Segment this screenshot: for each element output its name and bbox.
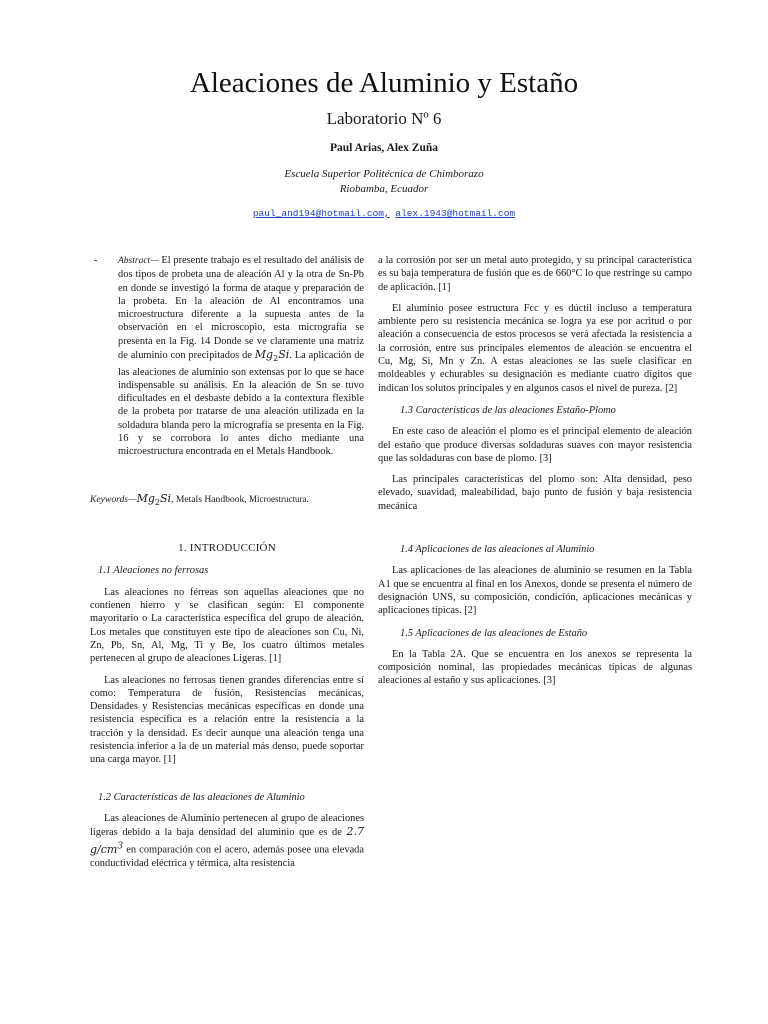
formula-tail: Si	[278, 348, 290, 362]
keywords-rest: , Metals Handbook,	[171, 493, 247, 505]
abstract	[90, 254, 364, 459]
paragraph-1-2-a	[90, 812, 364, 871]
paragraph-1-3-a: En este caso de aleación el plomo es el principal elemento de aleación del estaño que produce diversas soldaduras suaves con mayor resistencia que las soldaduras con base de plomo. [3]	[378, 426, 692, 464]
email-link-2[interactable]: alex.1943@hotmail.com	[395, 208, 516, 219]
subsection-heading-1-1: 1.1 Aleaciones no ferrosas	[98, 565, 209, 577]
authors: Paul Arias, Alex Zuña	[330, 142, 438, 154]
email-link-1[interactable]: paul_and194@hotmail.com,	[252, 208, 390, 219]
formula-base: Mg	[254, 348, 274, 362]
paragraph-1-3-b: Las principales características del plomo son: Alta densidad, peso elevado, suavidad, maleabilidad, bajo punto de fusión y baja resistencia mecánica	[378, 474, 692, 512]
abstract-label: Abstract—	[118, 256, 159, 266]
keywords-small: Microestructura.	[246, 493, 309, 504]
density-exponent: 3	[117, 840, 124, 852]
kw-formula-tail: Si	[159, 491, 172, 505]
emails	[0, 207, 768, 221]
affiliation	[0, 167, 768, 197]
paragraph-1-2-text-b: en comparación con el acero, además posee una elevada conductividad eléctrica y térmica, alta resistencia	[90, 845, 364, 870]
kw-formula-subscript: 2	[154, 497, 160, 507]
institution: Escuela Superior Politécnica de Chimborazo	[284, 168, 484, 180]
keywords-label: Keywords—	[90, 493, 137, 505]
paragraph-right-1: a la corrosión por ser un metal auto protegido, y su principal característica es su baja temperatura de fusión que es de 660°C lo que restringe su campo de aplicación. [1]	[378, 255, 692, 293]
section-heading-intro: 1. INTRODUCCIÓN	[178, 542, 276, 555]
abstract-bullet: -	[94, 255, 98, 266]
right-column	[378, 254, 692, 696]
paragraph-1-1-b: Las aleaciones no ferrosas tienen grandes diferencias entre sí como: Temperatura de fusión, Resistencias mecánicas, Densidades y Resistencias mecánicas específicas en donde una resistencia específica es a relación entre la resistencia a la tracción y la densidad. Es decir aunque una aleación tenga una resistencia inferior a la de un material más denso, puede soportar una carga mayor. [1]	[90, 674, 364, 766]
paragraph-1-1-a: Las aleaciones no férreas son aquellas aleaciones que no contienen hierro y se clasifican según: El componente mayoritario o La característica específica del grupo de aleación. Los metales que constituyen este tipo de aleaciones son Cu, Ni, Zn, Pb, Sn, Al, Mg, Ti y Be, los cuatro últimos metales pertenecen al grupo de aleaciones Ligeras. [1]	[90, 586, 364, 665]
paragraph-1-5: En la Tabla 2A. Que se encuentra en los anexos se representa la composición nominal, las propiedades mecánicas típicas de algunas aleaciones al estaño y sus aplicaciones. [3]	[378, 648, 692, 687]
density-number: 2.7	[346, 825, 364, 839]
abstract-text-2: . La aplicación de las aleaciones de aluminio son extensas por lo que se hace indispensable su análisis. En la aleación de Sn se tuvo dificultades en el desbaste debido a la contextura flexible de la probeta por tratarse de una aleación utilizada en la soldadura blanda pero la micrografía se presenta en la Fig. 16 y se corrobora lo antes dicho mediante una microestructura encontrada en el Metals Handbook.	[118, 350, 364, 458]
paper-subtitle: Laboratorio Nº 6	[326, 109, 442, 128]
left-column	[90, 254, 364, 871]
paragraph-1-4: Las aplicaciones de las aleaciones de aluminio se resumen en la Tabla A1 que se encuentra al final en los Anexos, donde se presenta el número de designación UNS, su composición, condición, aplicaciones mecánicas y aplicaciones típicas. [2]	[378, 565, 692, 617]
location: Riobamba, Ecuador	[339, 183, 429, 195]
formula-subscript: 2	[273, 354, 279, 364]
paragraph-right-2: El aluminio posee estructura Fcc y es dúctil incluso a temperatura ambiente pero su resistencia mecánica se logra ya ese por acritud o por aleación a consecuencia de estos procesos se verá afectada la resistencia a la corrosión, entre sus principales elementos de aleación se encuentra el Cu, Mg, Si, Mn y Zn. A estas aleaciones se las suele clasificar en moldeables y echurables su designación es mediante cuatro dígitos que indican los solutos principales y en algunos casos el nivel de pureza. [2]	[378, 302, 692, 394]
kw-formula-base: Mg	[136, 491, 155, 505]
subsection-heading-1-5: 1.5 Aplicaciones de las aleaciones de Estaño	[400, 627, 588, 639]
subsection-heading-1-2: 1.2 Características de las aleaciones de Aluminio	[98, 791, 305, 803]
keywords-formula	[137, 492, 171, 505]
paper-title: Aleaciones de Aluminio y Estaño	[189, 67, 579, 99]
subsection-heading-1-4: 1.4 Aplicaciones de las aleaciones al Aluminio	[400, 544, 595, 556]
density-unit: g/cm	[90, 843, 118, 857]
subsection-heading-1-3: 1.3 Características de las aleaciones Estaño-Plomo	[400, 404, 616, 416]
abstract-text-1: El presente trabajo es el resultado del análisis de dos tipos de probeta una de aleación Al y la otra de Sn-Pb en donde se investigó la forma de ataque y preparación de la probeta. En la aleación de Al encontramos una microestructura diferente a la supuesta antes de la observación en el microscopio, esta micrografía se presenta en la Fig. 14 Donde se ve claramente una matriz de aluminio con precipitados de	[118, 255, 364, 362]
keywords	[90, 492, 364, 509]
abstract-formula	[254, 348, 290, 364]
paragraph-1-2-text-a: Las aleaciones de Aluminio pertenecen al grupo de aleaciones ligeras debido a la baja densidad del aluminio que es de	[90, 812, 364, 839]
